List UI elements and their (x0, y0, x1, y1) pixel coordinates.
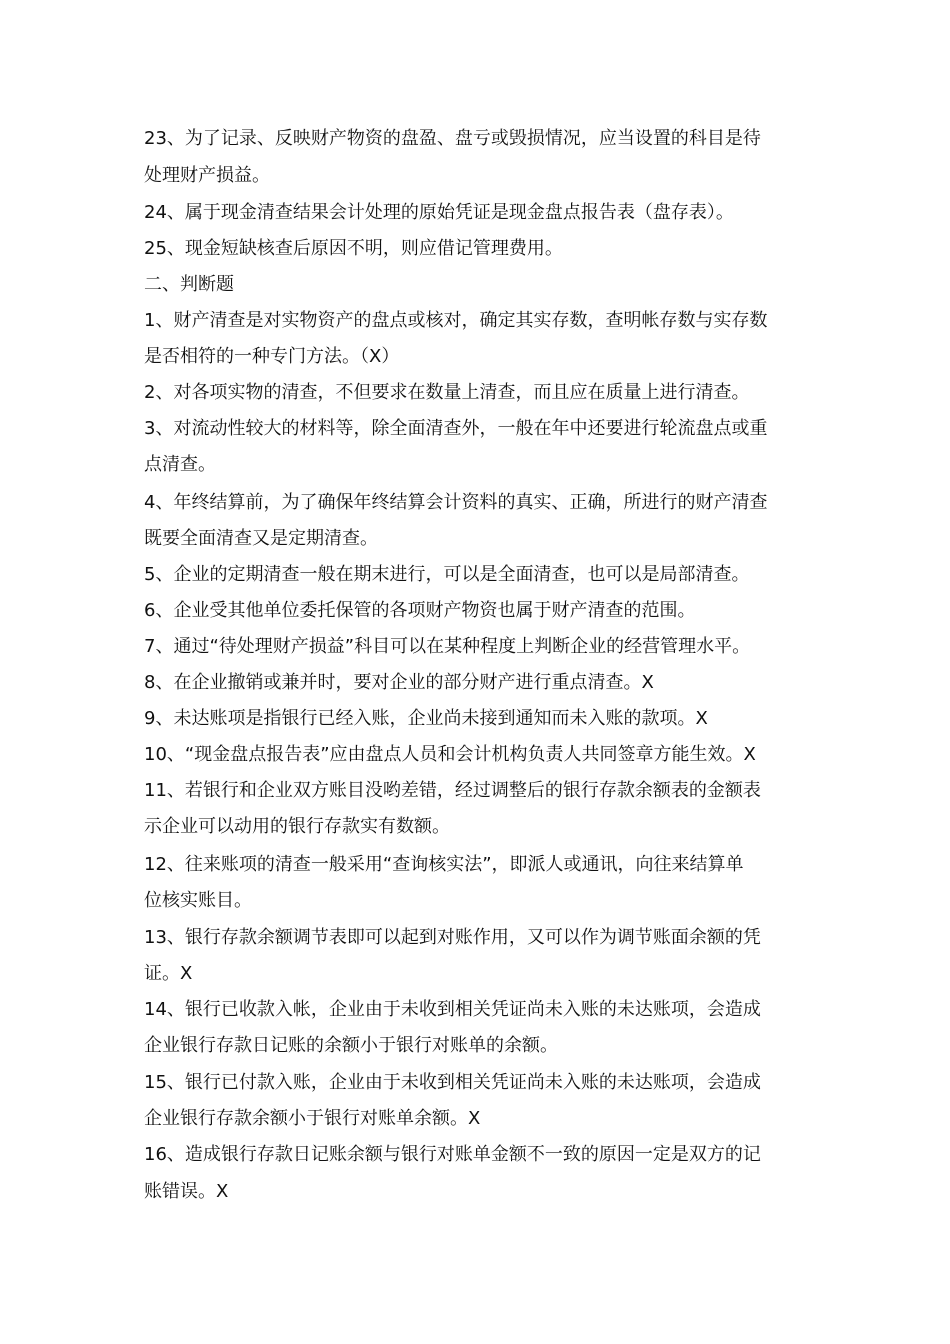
text-line: 16、造成银行存款日记账余额与银行对账单金额不一致的原因一定是双方的记 (144, 1144, 761, 1165)
text-line: 8、在企业撤销或兼并时，要对企业的部分财产进行重点清查。X (144, 672, 654, 693)
text-line: 位核实账目。 (144, 890, 252, 911)
text-line: 9、未达账项是指银行已经入账，企业尚未接到通知而未入账的款项。X (144, 708, 708, 729)
text-line: 3、对流动性较大的材料等，除全面清查外，一般在年中还要进行轮流盘点或重 (144, 418, 768, 439)
text-line: 24、属于现金清查结果会计处理的原始凭证是现金盘点报告表（盘存表）。 (144, 202, 734, 223)
text-line: 示企业可以动用的银行存款实有数额。 (144, 816, 450, 837)
text-line: 企业银行存款日记账的余额小于银行对账单的余额。 (144, 1035, 558, 1056)
text-line: 11、若银行和企业双方账目没哟差错，经过调整后的银行存款余额表的金额表 (144, 780, 761, 801)
text-line: 10、“现金盘点报告表”应由盘点人员和会计机构负责人共同签章方能生效。X (144, 744, 756, 765)
text-line: 企业银行存款余额小于银行对账单余额。X (144, 1108, 481, 1129)
text-line: 账错误。X (144, 1181, 229, 1202)
text-line: 是否相符的一种专门方法。（X） (144, 346, 400, 367)
text-line: 5、企业的定期清查一般在期末进行，可以是全面清查，也可以是局部清查。 (144, 564, 750, 585)
text-line: 4、年终结算前，为了确保年终结算会计资料的真实、正确，所进行的财产清查 (144, 492, 768, 513)
text-line: 14、银行已收款入帐，企业由于未收到相关凭证尚未入账的未达账项，会造成 (144, 999, 761, 1020)
text-line: 13、银行存款余额调节表即可以起到对账作用，又可以作为调节账面余额的凭 (144, 927, 761, 948)
text-line: 23、为了记录、反映财产物资的盘盈、盘亏或毁损情况，应当设置的科目是待 (144, 128, 761, 149)
text-line: 处理财产损益。 (144, 165, 270, 186)
text-line: 15、银行已付款入账，企业由于未收到相关凭证尚未入账的未达账项，会造成 (144, 1072, 761, 1093)
text-line: 7、通过“待处理财产损益”科目可以在某种程度上判断企业的经营管理水平。 (144, 636, 751, 657)
text-line: 12、往来账项的清查一般采用“查询核实法”，即派人或通讯，向往来结算单 (144, 854, 744, 875)
section-heading: 二、判断题 (144, 274, 234, 295)
text-line: 2、对各项实物的清查，不但要求在数量上清查，而且应在质量上进行清查。 (144, 382, 750, 403)
text-line: 点清查。 (144, 454, 216, 475)
text-line: 25、现金短缺核查后原因不明，则应借记管理费用。 (144, 238, 563, 259)
text-line: 6、企业受其他单位委托保管的各项财产物资也属于财产清查的范围。 (144, 600, 696, 621)
text-line: 1、财产清查是对实物资产的盘点或核对，确定其实存数，查明帐存数与实存数 (144, 310, 768, 331)
text-line: 证。X (144, 963, 193, 984)
text-line: 既要全面清查又是定期清查。 (144, 528, 378, 549)
